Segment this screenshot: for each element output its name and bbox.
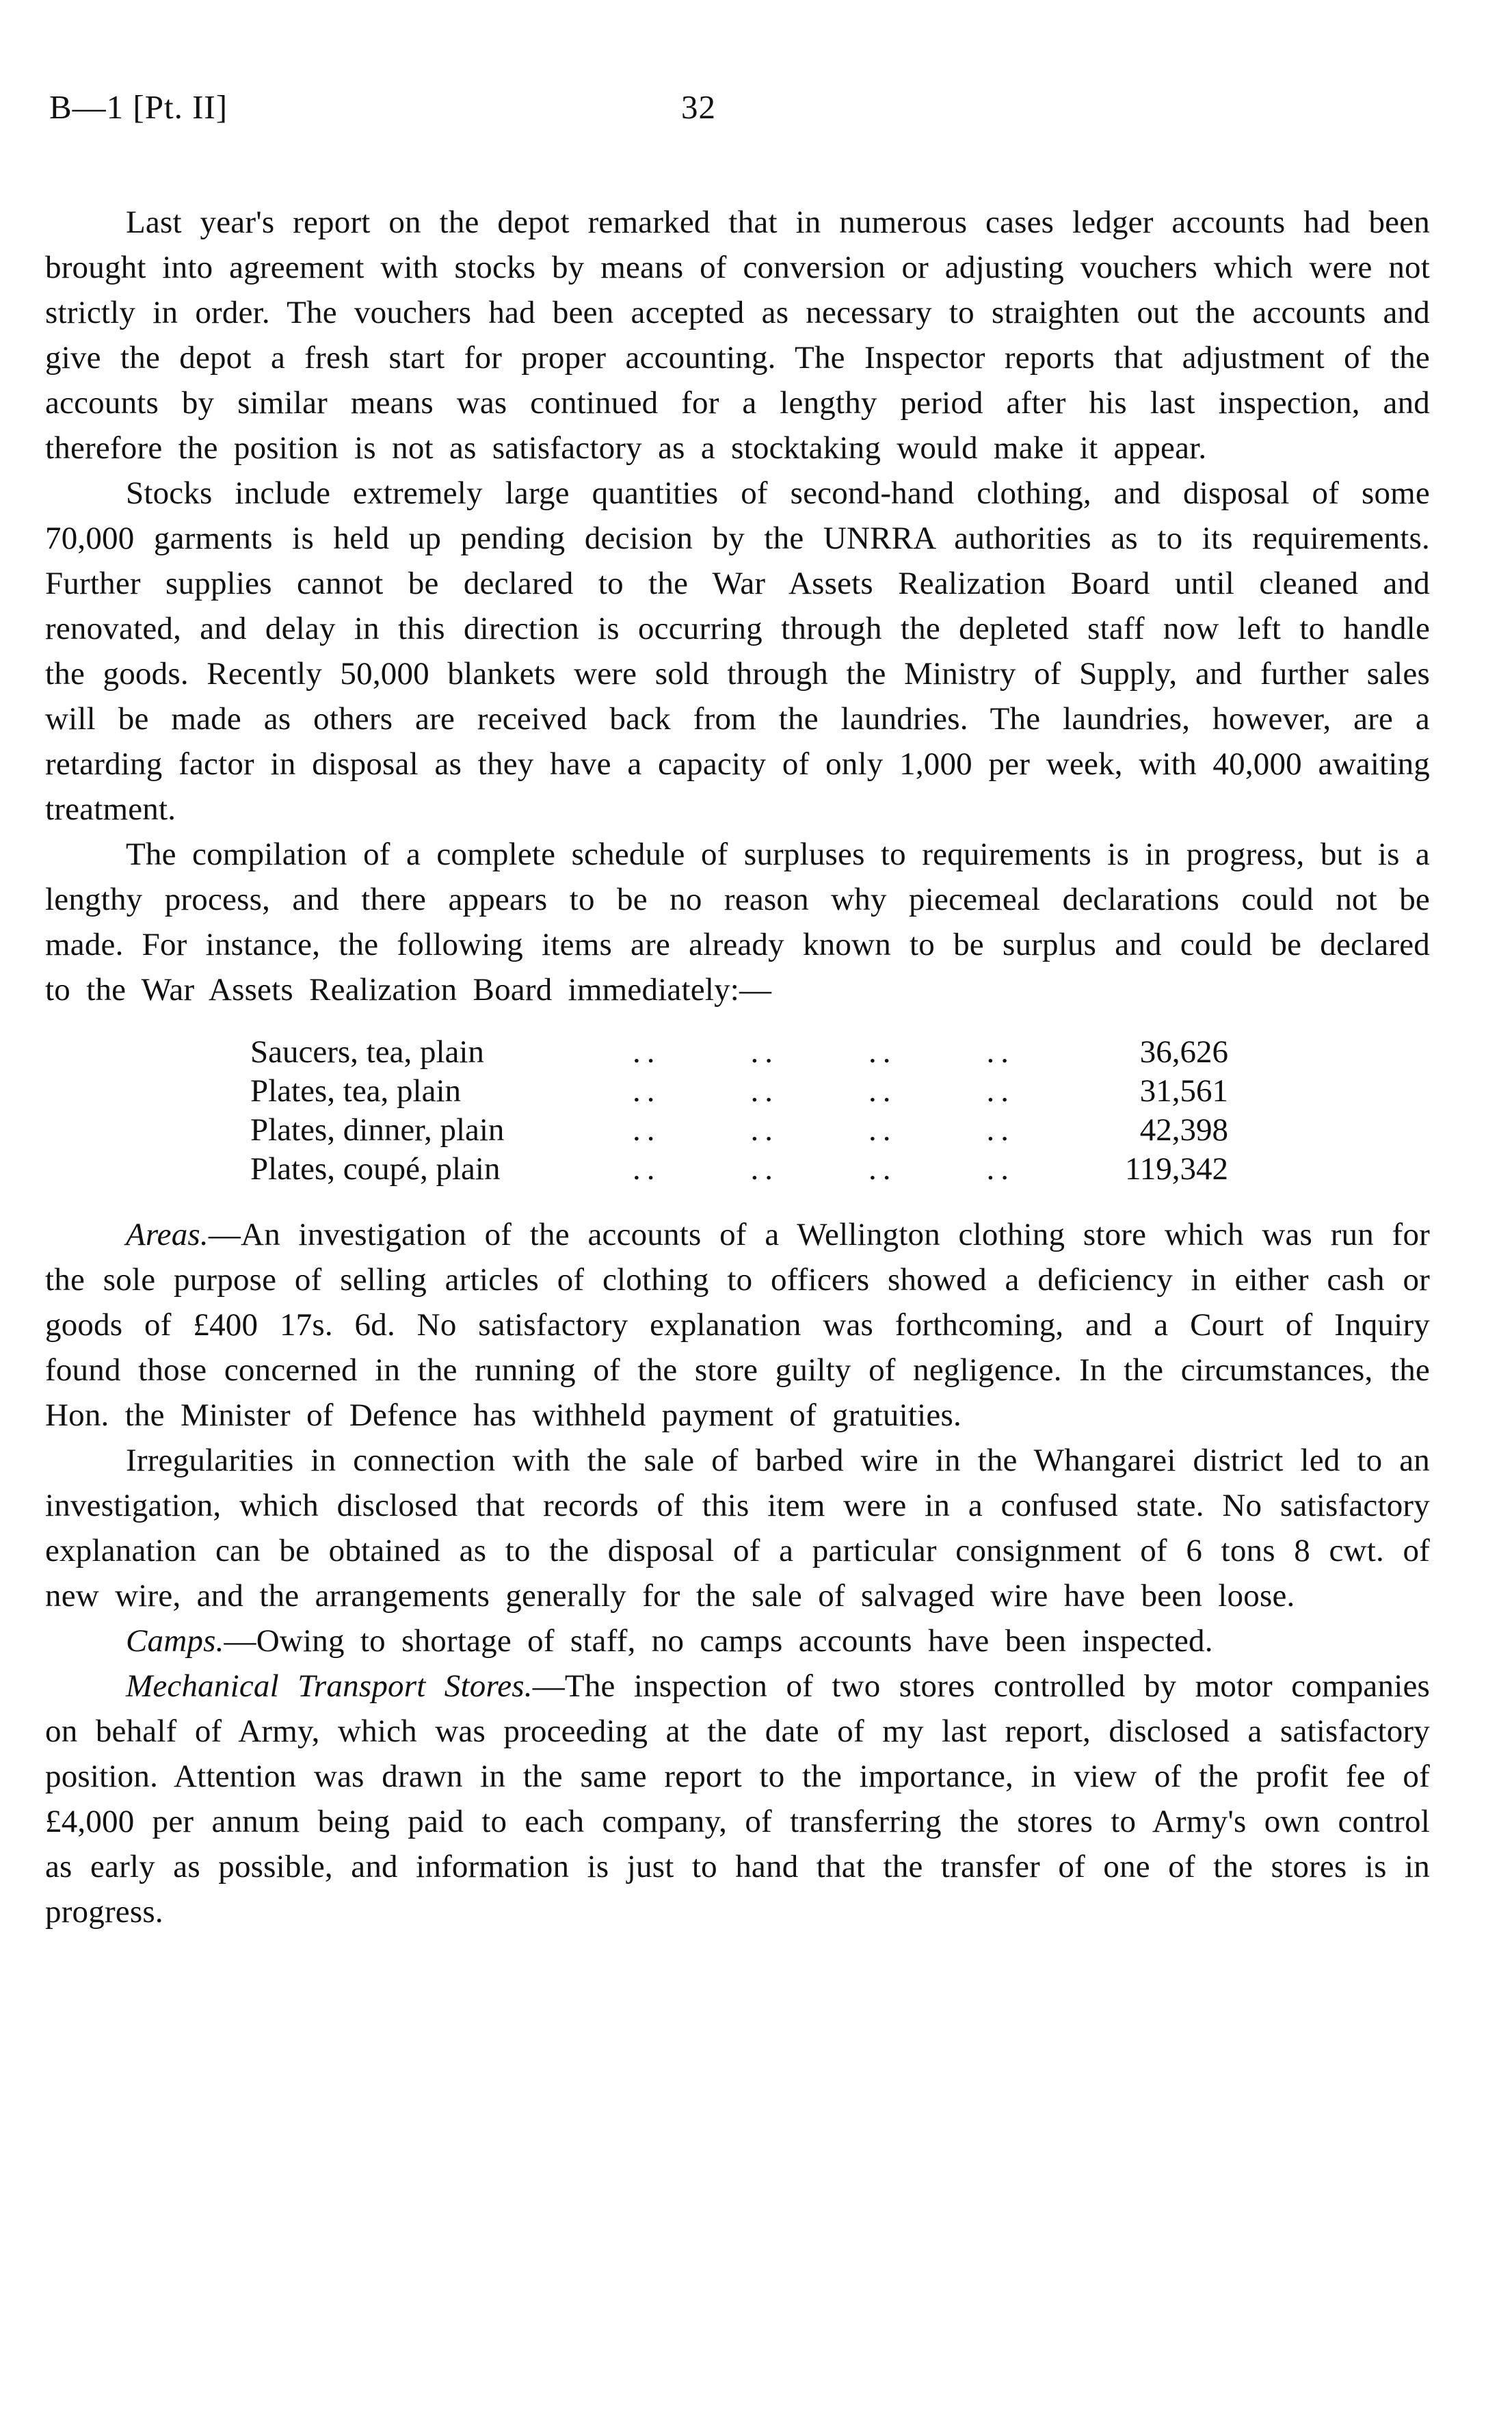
section-heading-camps: Camps. <box>126 1623 224 1659</box>
dot-leader: .. <box>986 1073 1015 1109</box>
paragraph-text: —The inspection of two stores controlled by motor companies on behalf of Army, which was proceeding at the date of my last report, disclosed a satisfactory position. Attention was drawn in the same report to the importance, in view of the profit fee of £4,000 per annum being paid to each company, of transferring the stores to Army's own control as early as possible, and information is just to hand that the transfer of one of the stores is in progress. <box>45 1668 1430 1930</box>
dot-leader: .. <box>986 1112 1015 1148</box>
dot-leader: .. <box>986 1151 1015 1187</box>
surplus-items-table <box>250 1033 1228 1189</box>
paragraph-text: The compilation of a complete schedule of surpluses to requirements is in progress, but is a lengthy process, and there appears to be no reason why piecemeal declarations could not be made. For instance, the following items are already known to be surplus and could be declared to the War Assets Realization Board immediately:— <box>45 837 1430 1008</box>
dot-leader: .. <box>750 1034 779 1070</box>
dot-leader: .. <box>633 1073 661 1109</box>
paragraph-text: Stocks include extremely large quantities of second-hand clothing, and disposal of some 70,000 garments is held up pending decision by the UNRRA authorities as to its requirements. Further supplies cannot be declared to the War Assets Realization Board until cleaned and renovated, and delay in this direction is occurring through the depleted staff now left to handle the goods. Recently 50,000 blankets were sold through the Ministry of Supply, and further sales will be made as others are received back from the laundries. The laundries, however, are a retarding factor in disposal as they have a capacity of only 1,000 per week, with 40,000 awaiting treatment. <box>45 475 1430 827</box>
dot-leader: .. <box>750 1073 779 1109</box>
dot-leader: .. <box>750 1112 779 1148</box>
dot-leader: .. <box>868 1073 897 1109</box>
table-row <box>250 1111 1228 1150</box>
item-quantity: 31,561 <box>1139 1073 1228 1109</box>
dot-leader: .. <box>986 1034 1015 1070</box>
dot-leader: .. <box>633 1112 661 1148</box>
section-heading-areas: Areas. <box>126 1217 209 1252</box>
dot-leader: .. <box>868 1034 897 1070</box>
section-heading-mechanical-transport-stores: Mechanical Transport Stores. <box>126 1668 533 1704</box>
paragraph-text: Irregularities in connection with the sale of barbed wire in the Whangarei district led to an investigation, which disclosed that records of this item were in a confused state. No satisfactory explanation can be obtained as to the disposal of a particular consignment of 6 tons 8 cwt. of new wire, and the arrangements generally for the sale of salvaged wire have been loose. <box>45 1443 1430 1614</box>
paragraph-ledger-accounts <box>45 200 1430 471</box>
paragraph-surplus-schedule <box>45 832 1430 1012</box>
table-row <box>250 1033 1228 1072</box>
paragraph-text: Last year's report on the depot remarked that in numerous cases ledger accounts had been brought into agreement with stocks by means of conversion or adjusting vouchers which were not strictly in order. The vouchers had been accepted as necessary to straighten out the accounts and give the depot a fresh start for proper accounting. The Inspector reports that adjustment of the accounts by similar means was continued for a lengthy period after his last inspection, and therefore the position is not as satisfactory as a stocktaking would make it appear. <box>45 205 1430 466</box>
dot-leader: .. <box>633 1151 661 1187</box>
paragraph-areas <box>45 1212 1430 1438</box>
paragraph-text: —An investigation of the accounts of a Wellington clothing store which was run for the sole purpose of selling articles of clothing to officers showed a deficiency in either cash or goods of £400 17s. 6d. No satisfactory explanation was forthcoming, and a Court of Inquiry found those concerned in the running of the store guilty of negligence. In the circumstances, the Hon. the Minister of Defence has withheld payment of gratuities. <box>45 1217 1430 1433</box>
table-row <box>250 1072 1228 1111</box>
dot-leader: .. <box>750 1151 779 1187</box>
dot-leader: .. <box>633 1034 661 1070</box>
item-quantity: 36,626 <box>1139 1034 1228 1070</box>
paragraph-barbed-wire <box>45 1438 1430 1618</box>
item-quantity: 42,398 <box>1139 1112 1228 1148</box>
paragraph-mechanical-transport-stores <box>45 1664 1430 1934</box>
report-code: B—1 [Pt. II] <box>49 88 228 126</box>
paragraph-text: —Owing to shortage of staff, no camps accounts have been inspected. <box>224 1623 1213 1659</box>
paragraph-stocks-clothing <box>45 471 1430 832</box>
item-label: Plates, tea, plain <box>250 1073 462 1109</box>
page-number: 32 <box>681 88 716 126</box>
page-header <box>45 88 1430 137</box>
item-quantity: 119,342 <box>1124 1151 1228 1187</box>
item-label: Plates, coupé, plain <box>250 1151 501 1187</box>
item-label: Saucers, tea, plain <box>250 1034 484 1070</box>
item-label: Plates, dinner, plain <box>250 1112 505 1148</box>
dot-leader: .. <box>868 1151 897 1187</box>
paragraph-camps <box>45 1618 1430 1664</box>
table-row <box>250 1150 1228 1189</box>
dot-leader: .. <box>868 1112 897 1148</box>
